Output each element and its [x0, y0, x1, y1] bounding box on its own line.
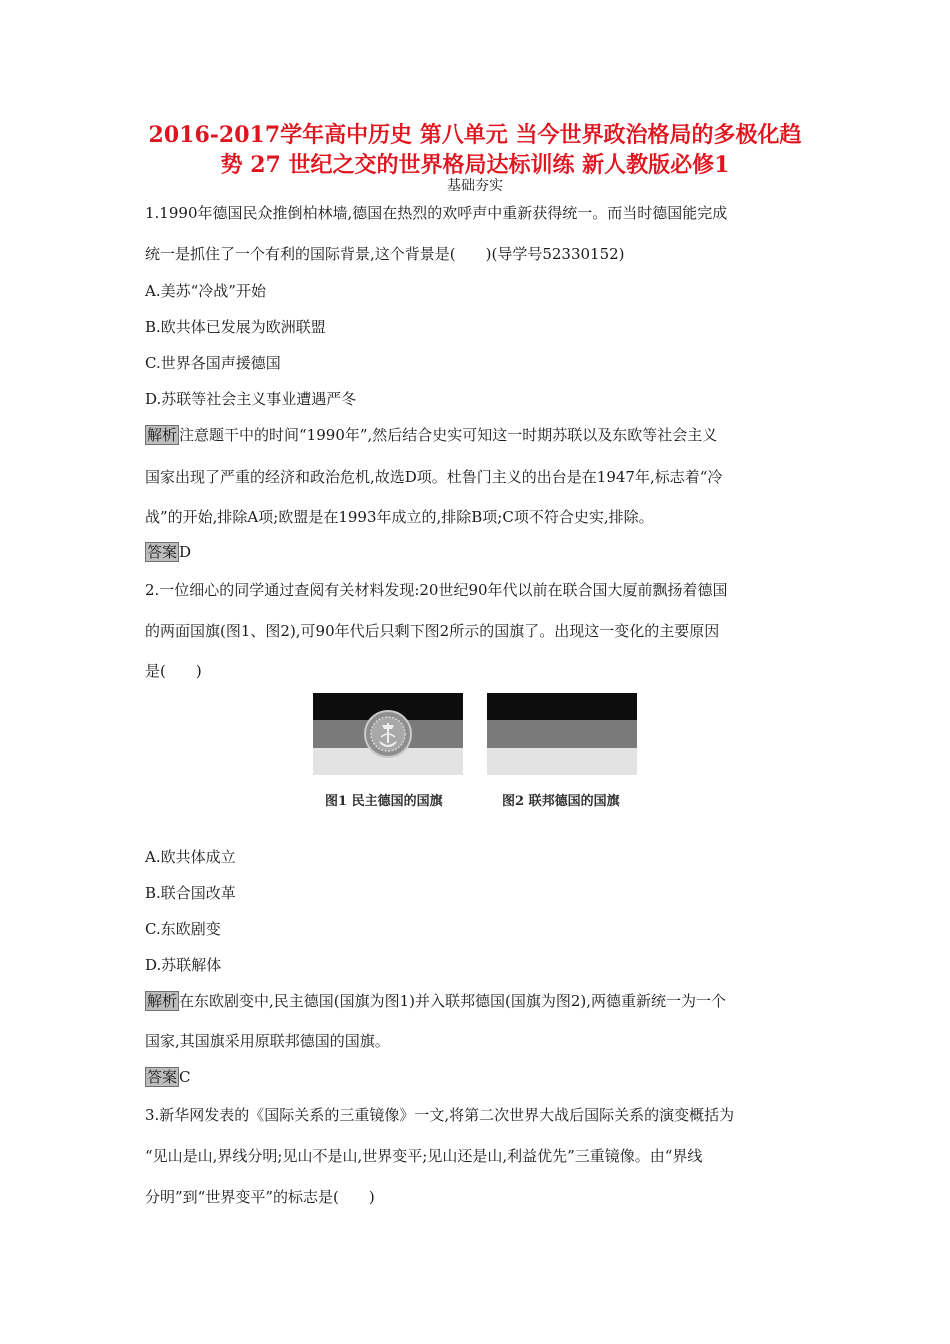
- q1-analysis-line-1: [145, 424, 717, 445]
- section-heading: 基础夯实: [447, 178, 503, 194]
- analysis-text: 注意题干中的时间“1990年”,然后结合史实可知这一时期苏联以及东欧等社会主义: [179, 426, 718, 444]
- q1-option-a: A.美苏“冷战”开始: [145, 282, 266, 300]
- analysis-tag: 解析: [147, 426, 178, 444]
- answer-tag: 答案: [147, 543, 178, 561]
- q3-stem-line-1: 3.新华网发表的《国际关系的三重镜像》一文,将第二次世界大战后国际关系的演变概括为: [145, 1106, 735, 1124]
- gdr-flag-image: [313, 693, 463, 775]
- q2-stem-line-1: 2.一位细心的同学通过查阅有关材料发现:20世纪90年代以前在联合国大厦前飘扬着德国: [145, 581, 728, 599]
- analysis-text: 在东欧剧变中,民主德国(国旗为图1)并入联邦德国(国旗为图2),两德重新统一为一个: [179, 992, 727, 1010]
- q1-analysis-line-2: 国家出现了严重的经济和政治危机,故选D项。杜鲁门主义的出台是在1947年,标志着“冷: [145, 468, 723, 486]
- q3-stem-line-3: 分明”到“世界变平”的标志是( ): [145, 1188, 375, 1206]
- answer-value: D: [179, 543, 192, 561]
- q2-option-b: B.联合国改革: [145, 884, 236, 902]
- q2-option-a: A.欧共体成立: [145, 848, 236, 866]
- q1-option-b: B.欧共体已发展为欧洲联盟: [145, 318, 326, 336]
- q2-stem-line-3: 是( ): [145, 662, 202, 680]
- gdr-emblem-icon: [363, 709, 413, 759]
- frg-flag-image: [487, 693, 637, 775]
- q2-analysis-line-2: 国家,其国旗采用原联邦德国的国旗。: [145, 1032, 390, 1050]
- document-title: [120, 120, 830, 180]
- answer-value: C: [179, 1068, 191, 1086]
- q2-stem-line-2: 的两面国旗(图1、图2),可90年代后只剩下图2所示的国旗了。出现这一变化的主要原因: [145, 622, 720, 640]
- q2-answer: [145, 1066, 191, 1087]
- q2-option-d: D.苏联解体: [145, 956, 222, 974]
- q1-stem-line-2: 统一是抓住了一个有利的国际背景,这个背景是( )(导学号52330152): [145, 245, 625, 263]
- figure-2-caption: 图2 联邦德国的国旗: [502, 794, 620, 809]
- answer-tag: 答案: [147, 1068, 178, 1086]
- title-line-1: 2016-2017学年高中历史 第八单元 当今世界政治格局的多极化趋: [148, 122, 802, 148]
- q2-option-c: C.东欧剧变: [145, 920, 221, 938]
- q1-option-d: D.苏联等社会主义事业遭遇严冬: [145, 390, 357, 408]
- q1-option-c: C.世界各国声援德国: [145, 354, 281, 372]
- q1-analysis-line-3: 战”的开始,排除A项;欧盟是在1993年成立的,排除B项;C项不符合史实,排除。: [145, 508, 654, 526]
- title-line-2: 势 27 世纪之交的世界格局达标训练 新人教版必修1: [220, 152, 730, 178]
- q1-answer: [145, 541, 191, 562]
- q1-stem-line-1: 1.1990年德国民众推倒柏林墙,德国在热烈的欢呼声中重新获得统一。而当时德国能完成: [145, 204, 728, 222]
- q2-analysis-line-1: [145, 990, 726, 1011]
- analysis-tag: 解析: [147, 992, 178, 1010]
- q3-stem-line-2: “见山是山,界线分明;见山不是山,世界变平;见山还是山,利益优先”三重镜像。由“界线: [145, 1147, 703, 1165]
- figure-1-caption: 图1 民主德国的国旗: [325, 794, 443, 809]
